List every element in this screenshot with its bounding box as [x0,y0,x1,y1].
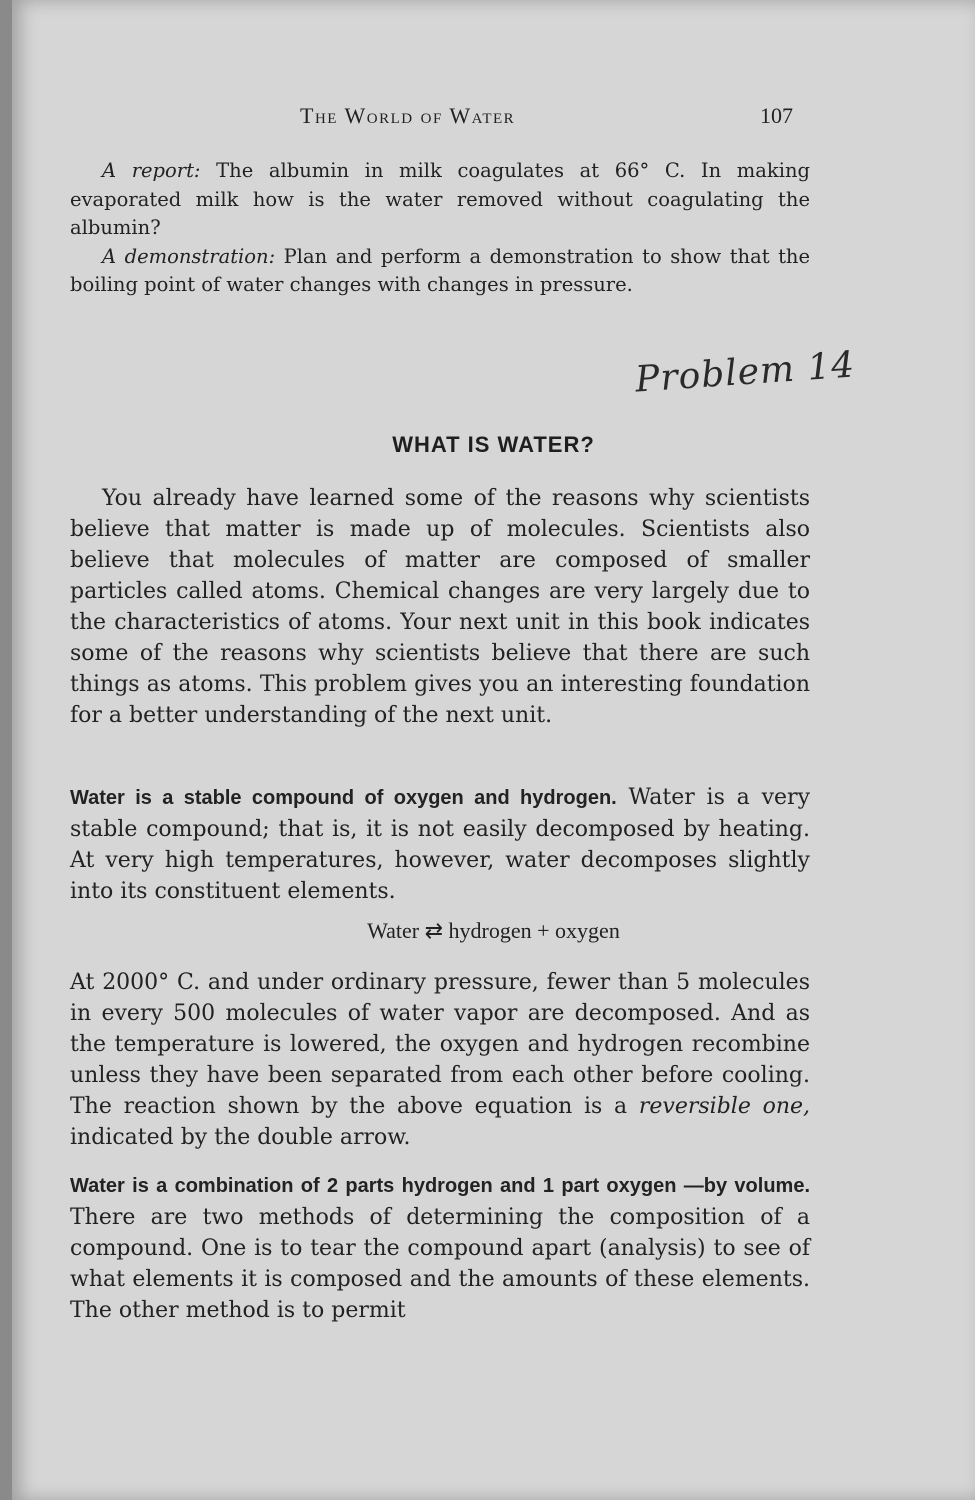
intro-paragraph: You already have learned some of the reasons why scientists believe that matter is made up of molecules. Scientists also believe that molecules of matter are composed of smaller particles called atoms. Chemical changes are very largely due to the characteristics of atoms. Your next unit in this book indicates some of the reasons why scientists believe that there are such things as atoms. This problem gives you an interesting foundation for a better understanding of the next unit. [70,486,810,728]
stable-section [70,782,810,907]
combination-paragraph [70,1170,810,1326]
demonstration-paragraph [70,243,810,300]
report-text: The albumin in milk coagulates at 66° C. In making evaporated milk how is the water removed without coagulating the albumin? [70,159,810,239]
decomposition-text-2: indicated by the double arrow. [70,1125,411,1150]
combination-heading: Water is a combination of 2 parts hydrogen and 1 part oxygen —by volume. [70,1175,810,1197]
stable-text: Water is a very stable compound; that is, it is not easily decomposed by heating. At very high temperatures, however, water decomposes slightly into its constituent elements. [70,785,810,904]
stable-paragraph [70,782,810,907]
problem-title: WHAT IS WATER? [392,432,595,457]
decomposition-text-1: At 2000° C. and under ordinary pressure, fewer than 5 molecules in every 500 molecules of water vapor are decomposed. And as the temperature is lowered, the oxygen and hydrogen recombine unless they have been separated from each other before cooling. The reaction shown by the above equation is a [70,970,810,1119]
stable-heading: Water is a stable compound of oxygen and hydrogen. [70,787,617,809]
reversible-term: reversible one, [638,1094,811,1119]
report-paragraph [70,157,810,243]
intro-section [70,483,810,731]
page-number: 107 [760,103,793,128]
demonstration-label: A demonstration: [102,244,276,268]
running-title: The World of Water [300,103,516,128]
decomposition-section [70,967,810,1153]
decomposition-paragraph [70,967,810,1153]
problem-number-script: Problem 14 [633,344,857,401]
demonstration-text: Plan and perform a demonstration to show that the boiling point of water changes with changes in pressure. [70,244,810,296]
activities-section [70,157,810,300]
report-label: A report: [102,159,201,182]
combination-text: There are two methods of determining the composition of a compound. One is to tear the compound apart (analysis) to see of what elements it is composed and the amounts of these elements. The other method is to permit [70,1205,810,1323]
page-header [12,103,975,133]
equation: Water ⇄ hydrogen + oxygen [367,918,620,943]
combination-section [70,1170,810,1326]
book-page [12,0,975,1500]
